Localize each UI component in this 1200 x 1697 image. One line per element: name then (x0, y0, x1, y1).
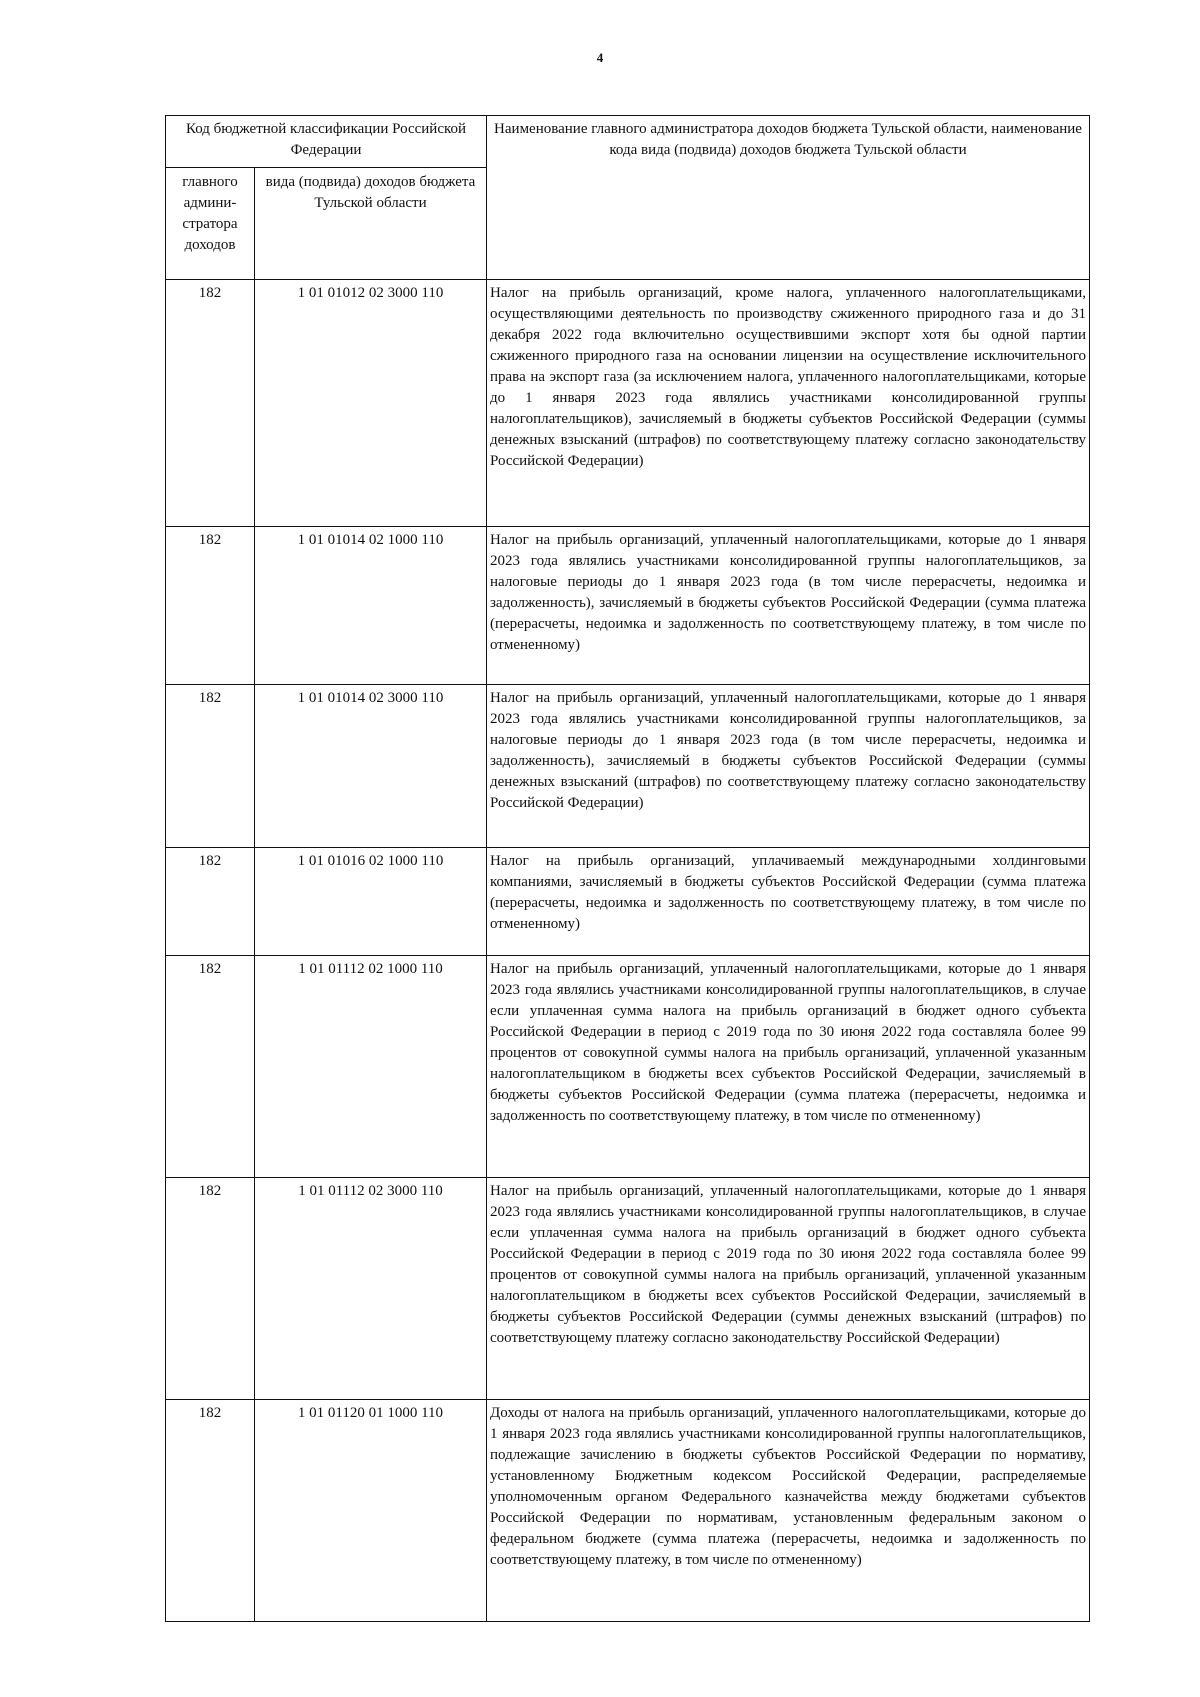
description-cell: Налог на прибыль организаций, уплачиваемый международными холдинговыми компаниями, зачисляемый в бюджеты субъектов Российской Федерации (сумма платежа (перерасчеты, недоимка и задолженность по соответствующему платежу, в том числе по отмененному) (487, 848, 1090, 956)
admin-code-cell: 182 (166, 280, 255, 527)
description-cell: Налог на прибыль организаций, уплаченный налогоплательщиками, которые до 1 января 2023 года являлись участниками консолидированной группы налогоплательщиков, в случае если уплаченная сумма налога на прибыль организаций в бюджет одного субъекта Российской Федерации в период с 2019 года по 30 июня 2022 года составляла более 99 процентов от совокупной суммы налога на прибыль организаций, уплаченной указанным налогоплательщиком в бюджеты всех субъектов Российской Федерации, зачисляемый в бюджеты субъектов Российской Федерации (сумма платежа (перерасчеты, недоимка и задолженность по соответствующему платежу, в том числе по отмененному) (487, 956, 1090, 1178)
income-code-cell: 1 01 01014 02 1000 110 (255, 527, 487, 685)
description-cell: Налог на прибыль организаций, уплаченный налогоплательщиками, которые до 1 января 2023 года являлись участниками консолидированной группы налогоплательщиков, в случае если уплаченная сумма налога на прибыль организаций в бюджет одного субъекта Российской Федерации в период с 2019 года по 30 июня 2022 года составляла более 99 процентов от совокупной суммы налога на прибыль организаций, уплаченной указанным налогоплательщиком в бюджеты всех субъектов Российской Федерации, зачисляемый в бюджеты субъектов Российской Федерации (суммы денежных взысканий (штрафов) по соответствующему платежу согласно законодательству Российской Федерации) (487, 1178, 1090, 1400)
admin-code-cell: 182 (166, 527, 255, 685)
table-row (166, 1178, 1090, 1400)
table-row (166, 527, 1090, 685)
income-type-column-header: вида (подвида) доходов бюджета Тульской области (255, 168, 487, 280)
description-cell: Налог на прибыль организаций, уплаченный налогоплательщиками, которые до 1 января 2023 года являлись участниками консолидированной группы налогоплательщиков, за налоговые периоды до 1 января 2023 года (в том числе перерасчеты, недоимка и задолженность), зачисляемый в бюджеты субъектов Российской Федерации (суммы денежных взысканий (штрафов) по соответствующему платежу согласно законодательству Российской Федерации) (487, 685, 1090, 848)
budget-income-table (165, 115, 1090, 1622)
admin-code-cell: 182 (166, 685, 255, 848)
description-cell: Налог на прибыль организаций, кроме налога, уплаченного налогоплательщиками, осуществляющими деятельность по производству сжиженного природного газа и до 31 декабря 2022 года включительно осуществившими экспорт хотя бы одной партии сжиженного природного газа на основании лицензии на осуществление исключительного права на экспорт газа (за исключением налога, уплаченного налогоплательщиками, которые до 1 января 2023 года являлись участниками консолидированной группы налогоплательщиков), зачисляемый в бюджеты субъектов Российской Федерации (суммы денежных взысканий (штрафов) по соответствующему платежу согласно законодательству Российской Федерации) (487, 280, 1090, 527)
income-code-cell: 1 01 01012 02 3000 110 (255, 280, 487, 527)
admin-code-cell: 182 (166, 848, 255, 956)
table-body (166, 280, 1090, 1622)
income-code-cell: 1 01 01112 02 3000 110 (255, 1178, 487, 1400)
budget-code-group-header: Код бюджетной классификации Российской Федерации (166, 116, 487, 168)
table-row (166, 956, 1090, 1178)
table-row (166, 1400, 1090, 1622)
header-row-top (166, 116, 1090, 168)
income-code-cell: 1 01 01120 01 1000 110 (255, 1400, 487, 1622)
income-code-cell: 1 01 01014 02 3000 110 (255, 685, 487, 848)
description-cell: Налог на прибыль организаций, уплаченный налогоплательщиками, которые до 1 января 2023 года являлись участниками консолидированной группы налогоплательщиков, за налоговые периоды до 1 января 2023 года (в том числе перерасчеты, недоимка и задолженность), зачисляемый в бюджеты субъектов Российской Федерации (сумма платежа (перерасчеты, недоимка и задолженность по соответствующему платежу, в том числе по отмененному) (487, 527, 1090, 685)
table-header (166, 116, 1090, 280)
income-code-cell: 1 01 01016 02 1000 110 (255, 848, 487, 956)
income-code-cell: 1 01 01112 02 1000 110 (255, 956, 487, 1178)
admin-column-header: главного админи-стратора доходов (166, 168, 255, 280)
admin-code-cell: 182 (166, 956, 255, 1178)
name-column-header: Наименование главного администратора доходов бюджета Тульской области, наименование кода вида (подвида) доходов бюджета Тульской области (487, 116, 1090, 280)
page-number: 4 (596, 50, 604, 65)
description-cell: Доходы от налога на прибыль организаций, уплаченного налогоплательщиками, которые до 1 января 2023 года являлись участниками консолидированной группы налогоплательщиков, подлежащие зачислению в бюджеты субъектов Российской Федерации по нормативу, установленному Бюджетным кодексом Российской Федерации, распределяемые уполномоченным органом Федерального казначейства между бюджетами субъектов Российской Федерации по нормативам, установленным федеральным законом о федеральном бюджете (сумма платежа (перерасчеты, недоимка и задолженность по соответствующему платежу, в том числе по отмененному) (487, 1400, 1090, 1622)
table-row (166, 848, 1090, 956)
table-row (166, 685, 1090, 848)
table-row (166, 280, 1090, 527)
admin-code-cell: 182 (166, 1400, 255, 1622)
admin-code-cell: 182 (166, 1178, 255, 1400)
